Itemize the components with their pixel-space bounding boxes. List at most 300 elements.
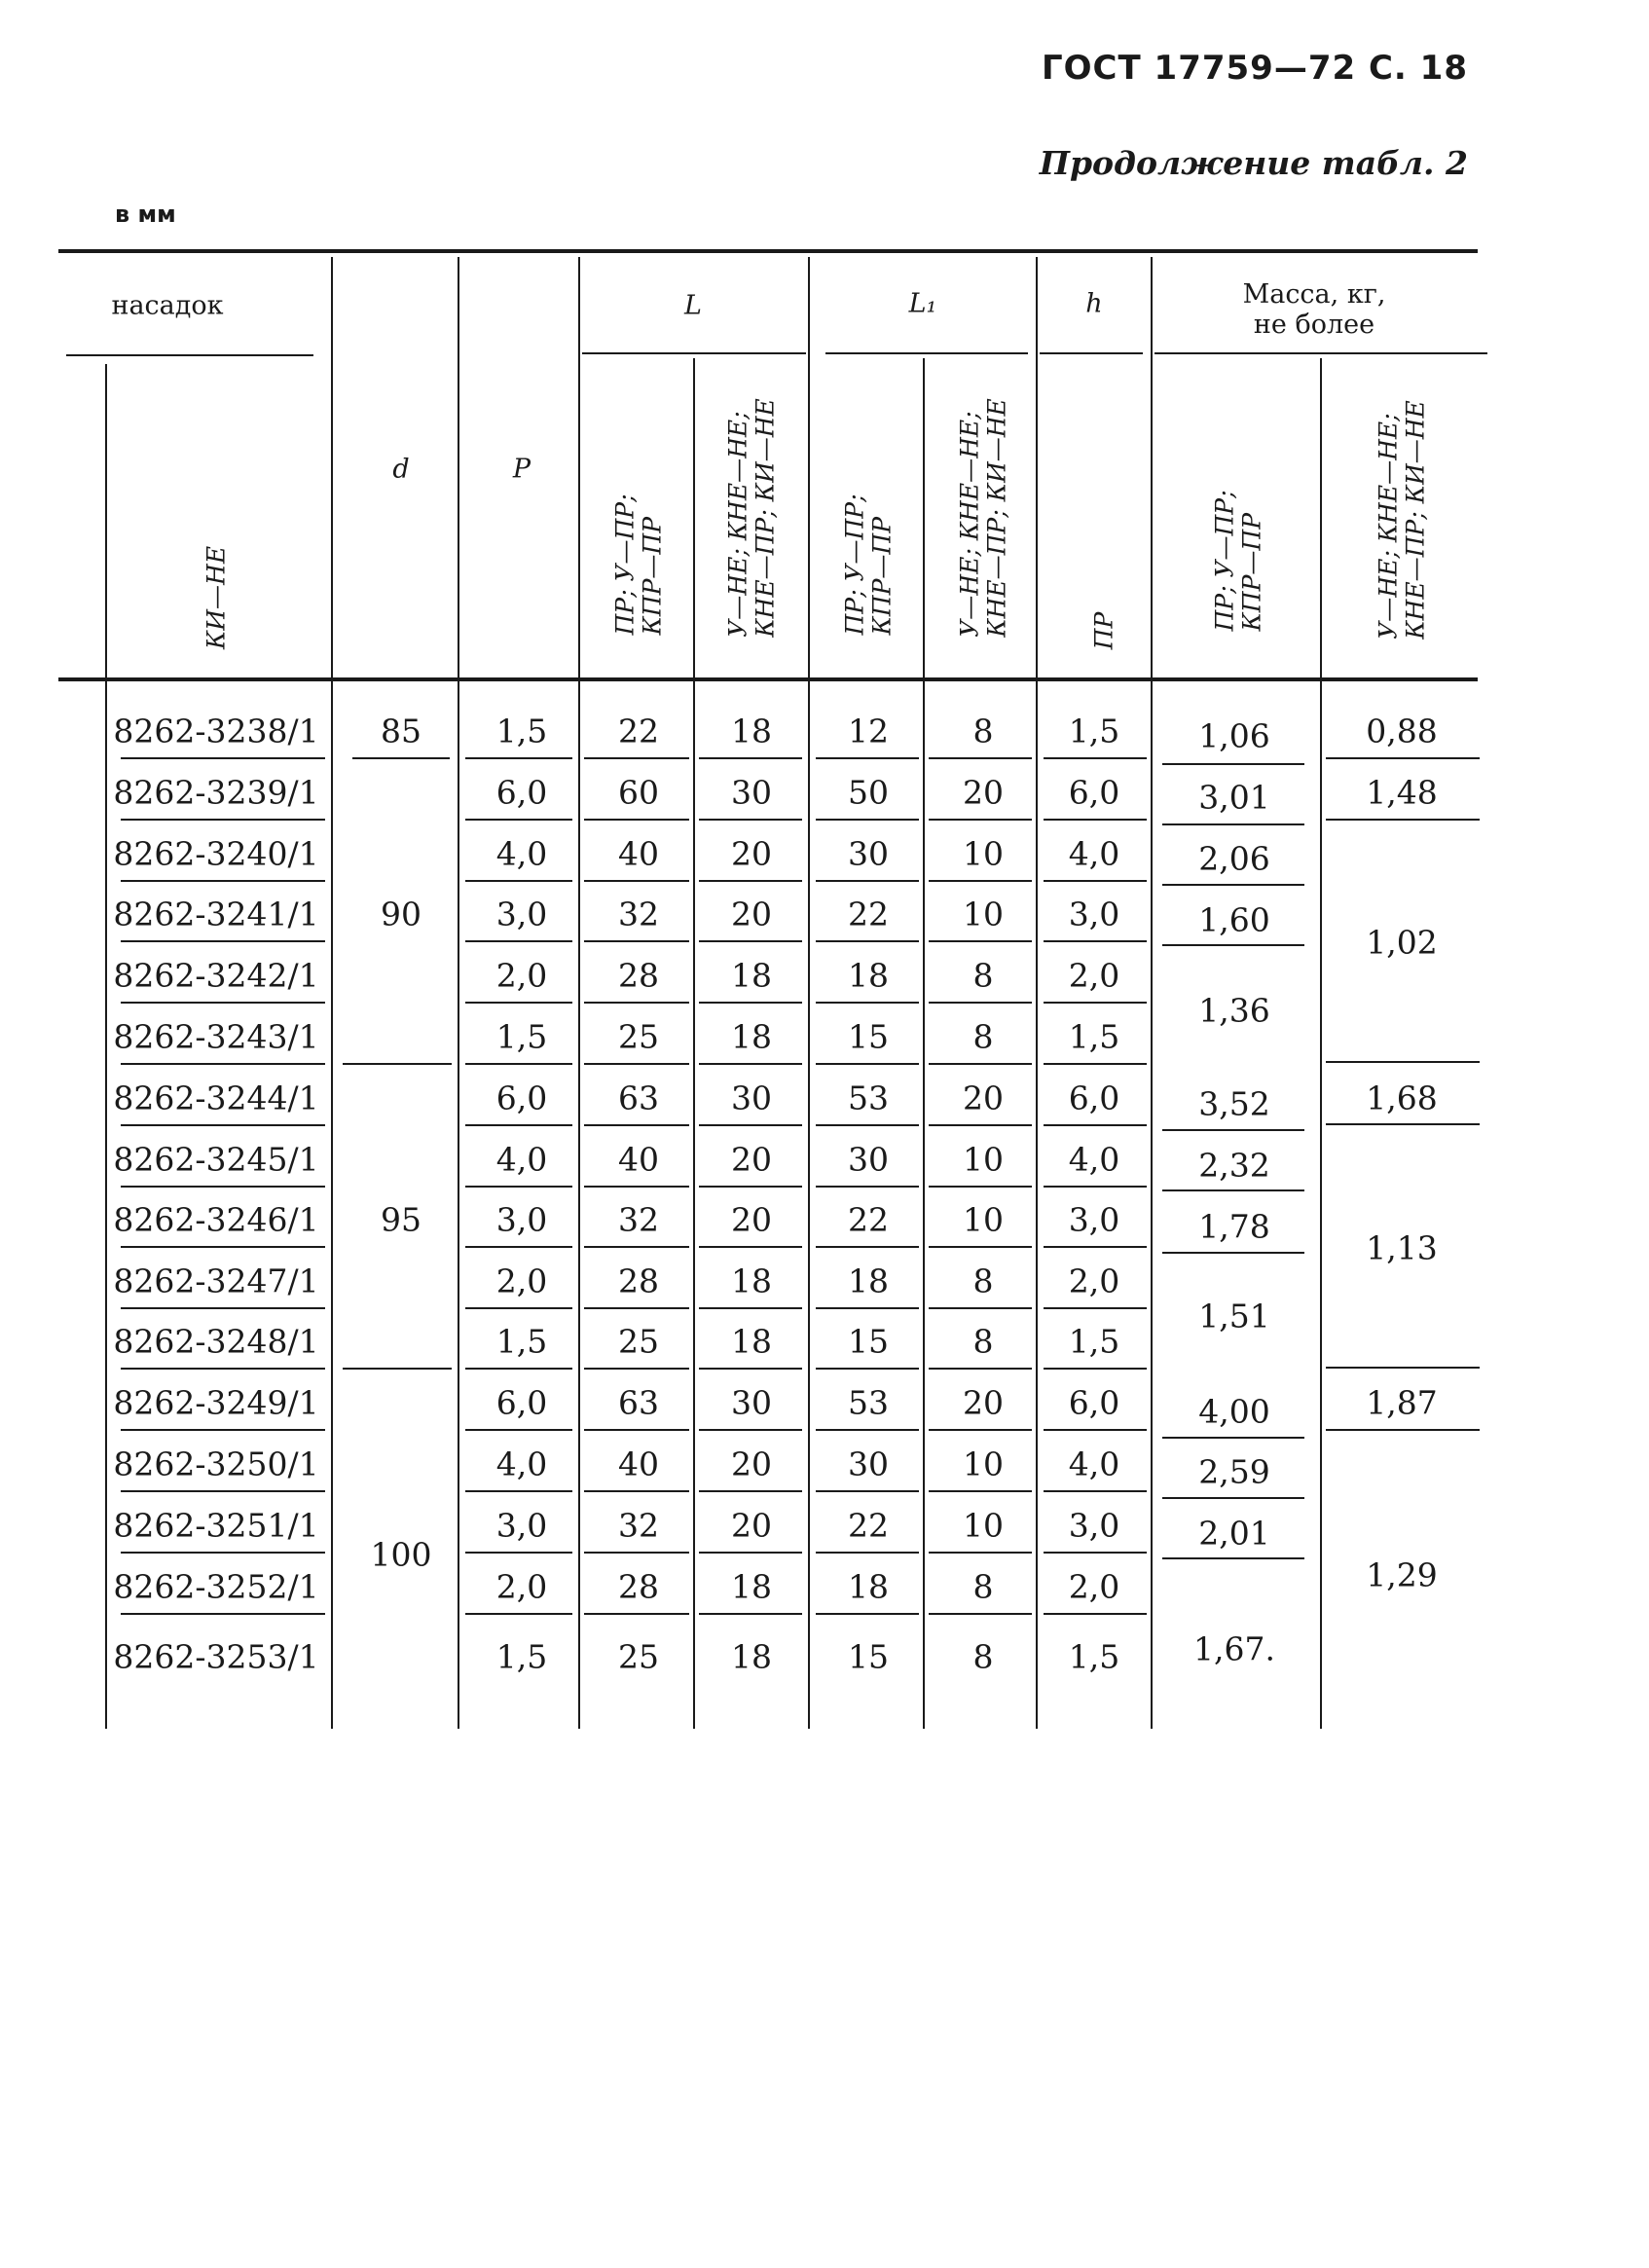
cell-L-ne: 18 (731, 956, 772, 995)
cell-L-ne: 18 (731, 1262, 772, 1300)
cell-L1-pr: 18 (848, 1567, 889, 1606)
cell-L1-ne: 20 (963, 773, 1004, 812)
header-mass-line-1: Масса, кг, (1242, 278, 1386, 310)
header-L1-ne (957, 398, 1010, 638)
cell-h: 3,0 (1068, 1200, 1120, 1239)
header-L1-pr-line-1: ПР; У—ПР; (840, 494, 869, 636)
cell-code: 8262-3247/1 (113, 1262, 319, 1300)
rule-under-nasadok (66, 354, 313, 356)
row-rule-L-pr (584, 757, 689, 759)
row-rule-L-pr (584, 880, 689, 882)
cell-mass-pr: 1,06 (1198, 716, 1270, 755)
rule-mass-pr (1162, 1189, 1304, 1191)
cell-p: 4,0 (495, 834, 548, 873)
row-rule-L1-ne (929, 757, 1032, 759)
cell-L1-pr: 15 (848, 1322, 889, 1361)
rule-d-group-90 (343, 1063, 452, 1065)
cell-p: 3,0 (495, 1506, 548, 1545)
cell-L-pr: 40 (618, 1445, 659, 1483)
row-rule-L1-pr (816, 1002, 919, 1004)
row-rule-h (1044, 1552, 1147, 1554)
cell-L1-ne: 8 (972, 956, 994, 995)
row-rule-h (1044, 1002, 1147, 1004)
row-rule-h (1044, 819, 1147, 821)
row-rule-L1-ne (929, 1246, 1032, 1248)
cell-code: 8262-3239/1 (113, 773, 319, 812)
cell-p: 1,5 (495, 1322, 548, 1361)
cell-mass-ne: 1,48 (1366, 773, 1438, 812)
rule-mass-pr (1162, 1557, 1304, 1559)
cell-L1-ne: 8 (972, 1567, 994, 1606)
col-sep-h (1036, 257, 1038, 1729)
row-rule-L1-pr (816, 1429, 919, 1431)
row-rule-L-ne (699, 1063, 802, 1065)
cell-mass-ne: 0,88 (1366, 712, 1438, 750)
cell-L1-pr: 22 (848, 895, 889, 933)
cell-code: 8262-3241/1 (113, 895, 319, 933)
row-rule-L-pr (584, 1552, 689, 1554)
header-mass-pr (1212, 490, 1265, 631)
cell-L-pr: 25 (618, 1637, 659, 1676)
row-rule-L-ne (699, 1186, 802, 1188)
row-rule-L1-pr (816, 757, 919, 759)
row-rule-code (121, 880, 325, 882)
row-rule-code (121, 757, 325, 759)
cell-h: 4,0 (1068, 1445, 1120, 1483)
cell-L1-pr: 22 (848, 1506, 889, 1545)
cell-mass-pr: 4,00 (1198, 1392, 1270, 1431)
cell-mass-pr: 2,06 (1198, 839, 1270, 878)
row-rule-L1-pr (816, 1552, 919, 1554)
row-rule-L-ne (699, 1490, 802, 1492)
cell-mass-pr: 1,60 (1198, 900, 1270, 939)
row-rule-code (121, 1552, 325, 1554)
cell-L1-ne: 10 (963, 1506, 1004, 1545)
header-L-pr-line-2: КПР—ПР (638, 516, 666, 636)
rule-under-h (1040, 352, 1143, 354)
cell-L-ne: 20 (731, 834, 772, 873)
cell-p: 1,5 (495, 1017, 548, 1056)
cell-d: 95 (381, 1200, 421, 1239)
cell-code: 8262-3242/1 (113, 956, 319, 995)
cell-L-pr: 32 (618, 1200, 659, 1239)
cell-code: 8262-3253/1 (113, 1637, 319, 1676)
cell-mass-ne: 1,29 (1366, 1555, 1438, 1594)
row-rule-L1-pr (816, 1613, 919, 1615)
cell-L1-pr: 15 (848, 1017, 889, 1056)
cell-mass-pr: 1,51 (1198, 1297, 1270, 1335)
table-top-rule (58, 249, 1478, 253)
row-rule-code (121, 1063, 325, 1065)
row-rule-L-pr (584, 940, 689, 942)
row-rule-code (121, 1490, 325, 1492)
cell-L-ne: 18 (731, 1322, 772, 1361)
cell-code: 8262-3244/1 (113, 1079, 319, 1117)
cell-h: 4,0 (1068, 834, 1120, 873)
row-rule-L1-ne (929, 940, 1032, 942)
row-rule-L-ne (699, 757, 802, 759)
cell-h: 6,0 (1068, 773, 1120, 812)
cell-p: 1,5 (495, 1637, 548, 1676)
header-mass (1243, 279, 1386, 340)
header-mass-ne-line-2: КНЕ—ПР; КИ—НЕ (1401, 400, 1429, 640)
cell-p: 6,0 (495, 1383, 548, 1422)
cell-L1-ne: 10 (963, 834, 1004, 873)
header-L-ne-line-2: КНЕ—ПР; КИ—НЕ (751, 398, 779, 638)
cell-mass-pr: 2,32 (1198, 1146, 1270, 1185)
row-rule-L-ne (699, 1246, 802, 1248)
header-mass-pr-line-1: ПР; У—ПР; (1210, 490, 1239, 632)
cell-L-ne: 18 (731, 1567, 772, 1606)
col-sep-ki-ne (105, 364, 107, 1729)
row-rule-L-pr (584, 819, 689, 821)
cell-L1-pr: 18 (848, 1262, 889, 1300)
cell-p: 4,0 (495, 1140, 548, 1179)
cell-mass-ne: 1,13 (1366, 1228, 1438, 1267)
cell-L-pr: 63 (618, 1079, 659, 1117)
row-rule-p (465, 940, 572, 942)
cell-h: 2,0 (1068, 1262, 1120, 1300)
cell-L-pr: 25 (618, 1322, 659, 1361)
row-rule-L1-pr (816, 1368, 919, 1370)
cell-L-ne: 20 (731, 1445, 772, 1483)
header-h-pr-label: ПР (1089, 611, 1118, 650)
cell-L1-ne: 20 (963, 1383, 1004, 1422)
row-rule-L1-ne (929, 1002, 1032, 1004)
row-rule-p (465, 1429, 572, 1431)
row-rule-L1-pr (816, 1186, 919, 1188)
cell-L-ne: 30 (731, 1383, 772, 1422)
cell-L1-pr: 53 (848, 1079, 889, 1117)
rule-under-L1 (825, 352, 1028, 354)
header-p: P (512, 454, 531, 485)
header-nasadok: насадок (111, 290, 224, 321)
row-rule-L-pr (584, 1368, 689, 1370)
row-rule-L1-ne (929, 1490, 1032, 1492)
cell-mass-pr: 3,52 (1198, 1084, 1270, 1123)
row-rule-p (465, 1002, 572, 1004)
rule-mass-pr (1162, 884, 1304, 886)
cell-h: 2,0 (1068, 956, 1120, 995)
rule-mass-pr (1162, 763, 1304, 765)
page-header-subtitle: Продолжение табл. 2 (1039, 144, 1468, 182)
header-h: h (1085, 288, 1103, 319)
cell-p: 2,0 (495, 956, 548, 995)
cell-L1-pr: 15 (848, 1637, 889, 1676)
row-rule-h (1044, 1307, 1147, 1309)
row-rule-code (121, 1307, 325, 1309)
cell-L1-ne: 8 (972, 1262, 994, 1300)
cell-h: 6,0 (1068, 1079, 1120, 1117)
rule-mass-ne (1326, 1429, 1480, 1431)
row-rule-code (121, 1186, 325, 1188)
page-header-title: ГОСТ 17759—72 С. 18 (1041, 49, 1468, 88)
cell-L-pr: 63 (618, 1383, 659, 1422)
header-mass-line-2: не более (1253, 310, 1375, 340)
cell-L-ne: 20 (731, 1200, 772, 1239)
cell-L-ne: 30 (731, 1079, 772, 1117)
row-rule-L-pr (584, 1490, 689, 1492)
cell-p: 3,0 (495, 895, 548, 933)
row-rule-L-pr (584, 1124, 689, 1126)
cell-L-ne: 20 (731, 1140, 772, 1179)
row-rule-h (1044, 1246, 1147, 1248)
cell-code: 8262-3245/1 (113, 1140, 319, 1179)
cell-mass-pr: 2,59 (1198, 1452, 1270, 1491)
row-rule-L1-pr (816, 940, 919, 942)
rule-d-group-95 (343, 1368, 452, 1370)
row-rule-L1-pr (816, 1063, 919, 1065)
row-rule-L1-pr (816, 1124, 919, 1126)
cell-L-pr: 32 (618, 1506, 659, 1545)
cell-code: 8262-3246/1 (113, 1200, 319, 1239)
cell-L1-ne: 10 (963, 1445, 1004, 1483)
row-rule-p (465, 1063, 572, 1065)
cell-p: 2,0 (495, 1567, 548, 1606)
row-rule-code (121, 1368, 325, 1370)
row-rule-L1-ne (929, 819, 1032, 821)
row-rule-h (1044, 1429, 1147, 1431)
rule-d-group-85 (352, 757, 450, 759)
header-L1-ne-line-2: КНЕ—ПР; КИ—НЕ (982, 398, 1010, 638)
row-rule-L1-ne (929, 1429, 1032, 1431)
cell-h: 1,5 (1068, 712, 1120, 750)
row-rule-h (1044, 1063, 1147, 1065)
row-rule-h (1044, 940, 1147, 942)
cell-p: 6,0 (495, 773, 548, 812)
rule-mass-pr (1162, 1252, 1304, 1254)
rule-mass-ne (1326, 757, 1480, 759)
col-sep-L1-sub (923, 358, 925, 1729)
header-ki-ne (202, 546, 230, 649)
cell-p: 6,0 (495, 1079, 548, 1117)
cell-code: 8262-3249/1 (113, 1383, 319, 1422)
row-rule-L-ne (699, 1124, 802, 1126)
cell-L-ne: 18 (731, 712, 772, 750)
cell-p: 2,0 (495, 1262, 548, 1300)
row-rule-L-pr (584, 1246, 689, 1248)
cell-code: 8262-3250/1 (113, 1445, 319, 1483)
cell-L-ne: 30 (731, 773, 772, 812)
header-L-pr-line-1: ПР; У—ПР; (610, 494, 640, 636)
cell-L-pr: 22 (618, 712, 659, 750)
rule-under-L (582, 352, 806, 354)
row-rule-L-pr (584, 1429, 689, 1431)
row-rule-p (465, 880, 572, 882)
cell-h: 6,0 (1068, 1383, 1120, 1422)
header-mass-pr-line-2: КПР—ПР (1237, 512, 1265, 632)
cell-L1-ne: 20 (963, 1079, 1004, 1117)
row-rule-code (121, 1429, 325, 1431)
col-sep-mass-sub (1320, 358, 1322, 1729)
header-mass-ne (1375, 400, 1429, 640)
row-rule-L-ne (699, 940, 802, 942)
row-rule-p (465, 1552, 572, 1554)
cell-L-pr: 25 (618, 1017, 659, 1056)
cell-L-ne: 18 (731, 1017, 772, 1056)
row-rule-p (465, 1124, 572, 1126)
row-rule-h (1044, 757, 1147, 759)
cell-L1-pr: 50 (848, 773, 889, 812)
row-rule-p (465, 1307, 572, 1309)
rule-mass-pr (1162, 1497, 1304, 1499)
cell-mass-ne: 1,68 (1366, 1079, 1438, 1117)
row-rule-code (121, 819, 325, 821)
row-rule-L-pr (584, 1186, 689, 1188)
row-rule-L-pr (584, 1613, 689, 1615)
cell-h: 4,0 (1068, 1140, 1120, 1179)
rule-mass-pr (1162, 944, 1304, 946)
col-sep-L1 (808, 257, 810, 1729)
header-L-pr (612, 494, 666, 635)
row-rule-p (465, 819, 572, 821)
cell-h: 3,0 (1068, 1506, 1120, 1545)
row-rule-p (465, 1246, 572, 1248)
col-sep-mass (1151, 257, 1153, 1729)
units-label: в мм (115, 201, 176, 228)
row-rule-p (465, 1186, 572, 1188)
cell-h: 1,5 (1068, 1322, 1120, 1361)
header-L1-pr-line-2: КПР—ПР (867, 516, 896, 636)
col-sep-L (578, 257, 580, 1729)
cell-mass-pr: 1,36 (1198, 991, 1270, 1030)
cell-L1-pr: 30 (848, 1445, 889, 1483)
row-rule-L1-pr (816, 1246, 919, 1248)
row-rule-L-ne (699, 1002, 802, 1004)
cell-d: 85 (381, 712, 421, 750)
cell-L1-pr: 30 (848, 834, 889, 873)
row-rule-L1-ne (929, 1063, 1032, 1065)
cell-L-pr: 32 (618, 895, 659, 933)
row-rule-L1-ne (929, 1186, 1032, 1188)
row-rule-L-ne (699, 1368, 802, 1370)
cell-L1-pr: 22 (848, 1200, 889, 1239)
cell-L1-pr: 18 (848, 956, 889, 995)
row-rule-p (465, 1490, 572, 1492)
cell-code: 8262-3252/1 (113, 1567, 319, 1606)
row-rule-L-ne (699, 819, 802, 821)
row-rule-L1-pr (816, 1307, 919, 1309)
col-sep-p (458, 257, 459, 1729)
row-rule-code (121, 1124, 325, 1126)
cell-code: 8262-3243/1 (113, 1017, 319, 1056)
rule-mass-ne (1326, 819, 1480, 821)
row-rule-L1-ne (929, 880, 1032, 882)
cell-L-ne: 20 (731, 895, 772, 933)
table-header-bottom-rule (58, 677, 1478, 681)
row-rule-p (465, 757, 572, 759)
rule-mass-ne (1326, 1367, 1480, 1369)
cell-L-pr: 60 (618, 773, 659, 812)
row-rule-p (465, 1368, 572, 1370)
cell-L1-ne: 10 (963, 895, 1004, 933)
row-rule-L1-pr (816, 880, 919, 882)
row-rule-L1-pr (816, 819, 919, 821)
col-sep-L-sub (693, 358, 695, 1729)
row-rule-p (465, 1613, 572, 1615)
cell-mass-pr: 1,67. (1193, 1629, 1275, 1668)
cell-L1-ne: 10 (963, 1140, 1004, 1179)
cell-d: 100 (370, 1535, 432, 1574)
rule-mass-ne (1326, 1123, 1480, 1125)
header-mass-ne-line-1: У—НЕ; КНЕ—НЕ; (1374, 413, 1403, 640)
row-rule-code (121, 1002, 325, 1004)
cell-L1-pr: 30 (848, 1140, 889, 1179)
cell-L-pr: 28 (618, 956, 659, 995)
header-ki-ne-label: КИ—НЕ (202, 545, 231, 650)
row-rule-h (1044, 1186, 1147, 1188)
cell-L-ne: 20 (731, 1506, 772, 1545)
cell-L-pr: 40 (618, 834, 659, 873)
row-rule-L-ne (699, 1307, 802, 1309)
row-rule-h (1044, 1490, 1147, 1492)
rule-under-mass (1154, 352, 1487, 354)
row-rule-L1-ne (929, 1552, 1032, 1554)
rule-mass-pr (1162, 823, 1304, 825)
cell-code: 8262-3238/1 (113, 712, 319, 750)
header-L: L (684, 290, 702, 321)
header-L-ne (725, 398, 779, 638)
row-rule-L-pr (584, 1307, 689, 1309)
cell-L1-ne: 8 (972, 1322, 994, 1361)
cell-p: 3,0 (495, 1200, 548, 1239)
rule-mass-ne (1326, 1061, 1480, 1063)
cell-L1-ne: 8 (972, 1637, 994, 1676)
row-rule-L1-ne (929, 1307, 1032, 1309)
row-rule-L-ne (699, 1613, 802, 1615)
col-sep-d (331, 257, 333, 1729)
row-rule-code (121, 1613, 325, 1615)
header-L-ne-line-1: У—НЕ; КНЕ—НЕ; (723, 411, 752, 638)
header-L1-ne-line-1: У—НЕ; КНЕ—НЕ; (955, 411, 984, 638)
cell-d: 90 (381, 895, 421, 933)
cell-h: 1,5 (1068, 1017, 1120, 1056)
cell-mass-ne: 1,02 (1366, 923, 1438, 962)
header-L1-pr (842, 494, 896, 635)
header-d: d (392, 454, 410, 485)
row-rule-L-pr (584, 1002, 689, 1004)
cell-p: 1,5 (495, 712, 548, 750)
row-rule-L-ne (699, 1429, 802, 1431)
row-rule-L-pr (584, 1063, 689, 1065)
cell-code: 8262-3240/1 (113, 834, 319, 873)
cell-code: 8262-3248/1 (113, 1322, 319, 1361)
row-rule-L1-ne (929, 1613, 1032, 1615)
cell-mass-ne: 1,87 (1366, 1383, 1438, 1422)
row-rule-h (1044, 1613, 1147, 1615)
cell-mass-pr: 3,01 (1198, 778, 1270, 817)
cell-L-pr: 28 (618, 1262, 659, 1300)
row-rule-L1-ne (929, 1368, 1032, 1370)
cell-L1-pr: 12 (848, 712, 889, 750)
cell-h: 1,5 (1068, 1637, 1120, 1676)
cell-p: 4,0 (495, 1445, 548, 1483)
row-rule-L-ne (699, 880, 802, 882)
row-rule-h (1044, 1124, 1147, 1126)
cell-mass-pr: 1,78 (1198, 1207, 1270, 1246)
header-h-pr (1090, 612, 1118, 650)
row-rule-L1-ne (929, 1124, 1032, 1126)
cell-L1-ne: 8 (972, 712, 994, 750)
row-rule-code (121, 1246, 325, 1248)
cell-h: 2,0 (1068, 1567, 1120, 1606)
cell-L1-pr: 53 (848, 1383, 889, 1422)
row-rule-L1-pr (816, 1490, 919, 1492)
cell-L-pr: 40 (618, 1140, 659, 1179)
cell-L1-ne: 10 (963, 1200, 1004, 1239)
cell-L-ne: 18 (731, 1637, 772, 1676)
cell-h: 3,0 (1068, 895, 1120, 933)
